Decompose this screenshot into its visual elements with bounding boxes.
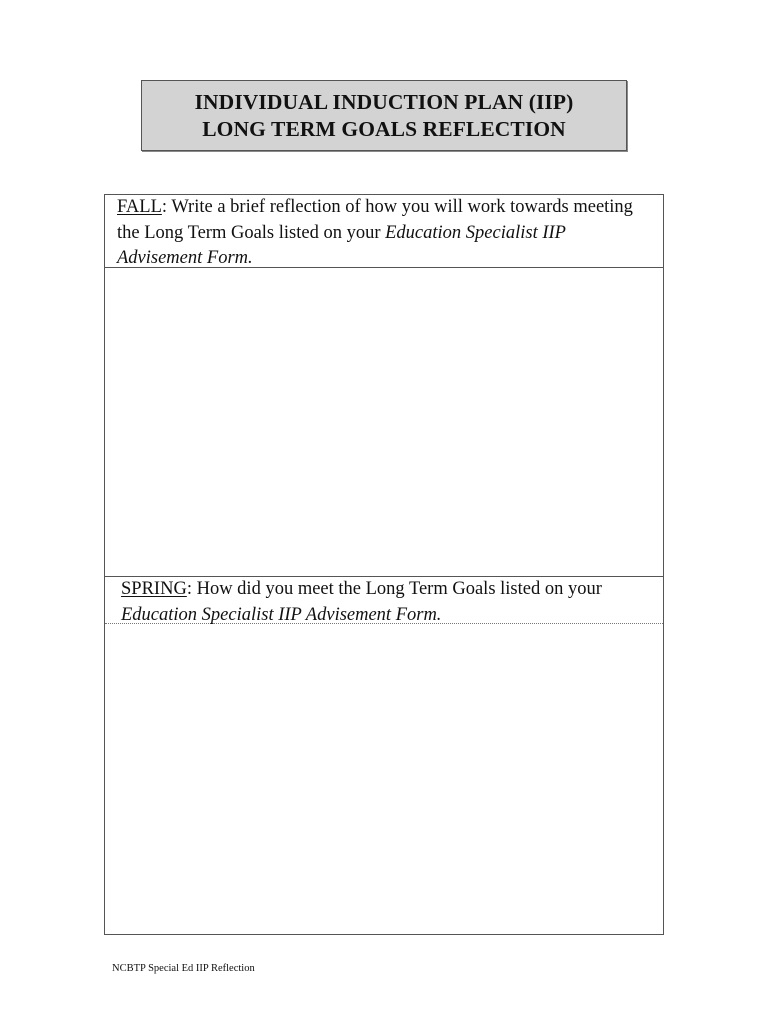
reflection-form-table bbox=[104, 194, 664, 935]
page-footer: NCBTP Special Ed IIP Reflection bbox=[112, 963, 255, 974]
fall-reflection-answer-area[interactable] bbox=[105, 268, 663, 576]
fall-prompt-text: : Write a brief reflection of how you will work towards meeting the Long Term Goals listed on your bbox=[117, 197, 633, 243]
fall-form-name: Education Specialist IIP Advisement Form. bbox=[117, 222, 566, 268]
fall-prompt bbox=[105, 195, 663, 268]
spring-form-name: Education Specialist IIP Advisement Form. bbox=[121, 604, 442, 625]
spring-reflection-answer-area[interactable] bbox=[105, 625, 663, 934]
spring-season-label: SPRING bbox=[121, 579, 187, 599]
document-title-box bbox=[141, 80, 627, 151]
spring-prompt-text: : How did you meet the Long Term Goals listed on your bbox=[186, 579, 602, 599]
document-title-line-2: LONG TERM GOALS REFLECTION bbox=[202, 116, 566, 141]
spring-prompt bbox=[105, 576, 663, 624]
fall-season-label: FALL bbox=[117, 197, 162, 217]
document-title-line-1: INDIVIDUAL INDUCTION PLAN (IIP) bbox=[194, 89, 574, 114]
